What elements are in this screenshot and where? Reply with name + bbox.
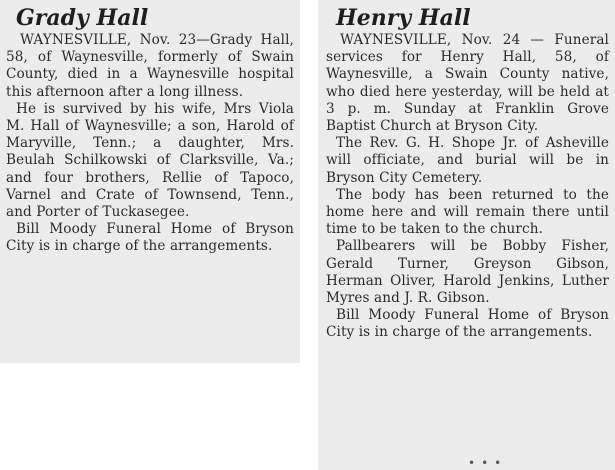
obituary-clipping-henry-hall <box>318 0 615 470</box>
article-paragraph: The body has been returned to the home here and will remain there until time to be taken to the church. <box>326 186 609 238</box>
article-paragraph: Bill Moody Funeral Home of Bryson City is in charge of the arrangements. <box>326 307 609 341</box>
obituary-clipping-grady-hall <box>0 0 300 363</box>
print-artifact-dots: ••• <box>468 456 508 470</box>
headline: Grady Hall <box>16 5 149 31</box>
article-paragraph: WAYNESVILLE, Nov. 23—Grady Hall, 58, of Waynesville, formerly of Swain County, died in a Waynesville hospital this afternoon after a long illness. <box>6 32 294 100</box>
article-paragraph: WAYNESVILLE, Nov. 24 — Funeral services for Henry Hall, 58, of Waynesville, a Swain County native, who died here yesterday, will be held at 3 p. m. Sunday at Franklin Grove Baptist Church at Bryson City. <box>326 32 609 135</box>
article-paragraph: The Rev. G. H. Shope Jr. of Asheville will officiate, and burial will be in Bryson City Cemetery. <box>326 135 609 186</box>
headline: Henry Hall <box>336 5 471 31</box>
article-paragraph: Pallbearers will be Bobby Fisher, Gerald Turner, Greyson Gibson, Herman Oliver, Harold Jenkins, Luther Myres and J. R. Gibson. <box>326 238 609 307</box>
article-paragraph: He is survived by his wife, Mrs Viola M. Hall of Waynesville; a son, Harold of Maryville, Tenn.; a daughter, Mrs. Beulah Schilkowski of Clarksville, Va.; and four brothers, Rellie of Tapoco, Varnel and Crate of Townsend, Tenn., and Porter of Tuckasegee. <box>6 100 294 221</box>
article-paragraph: Bill Moody Funeral Home of Bryson City is in charge of the arrangements. <box>6 221 294 255</box>
